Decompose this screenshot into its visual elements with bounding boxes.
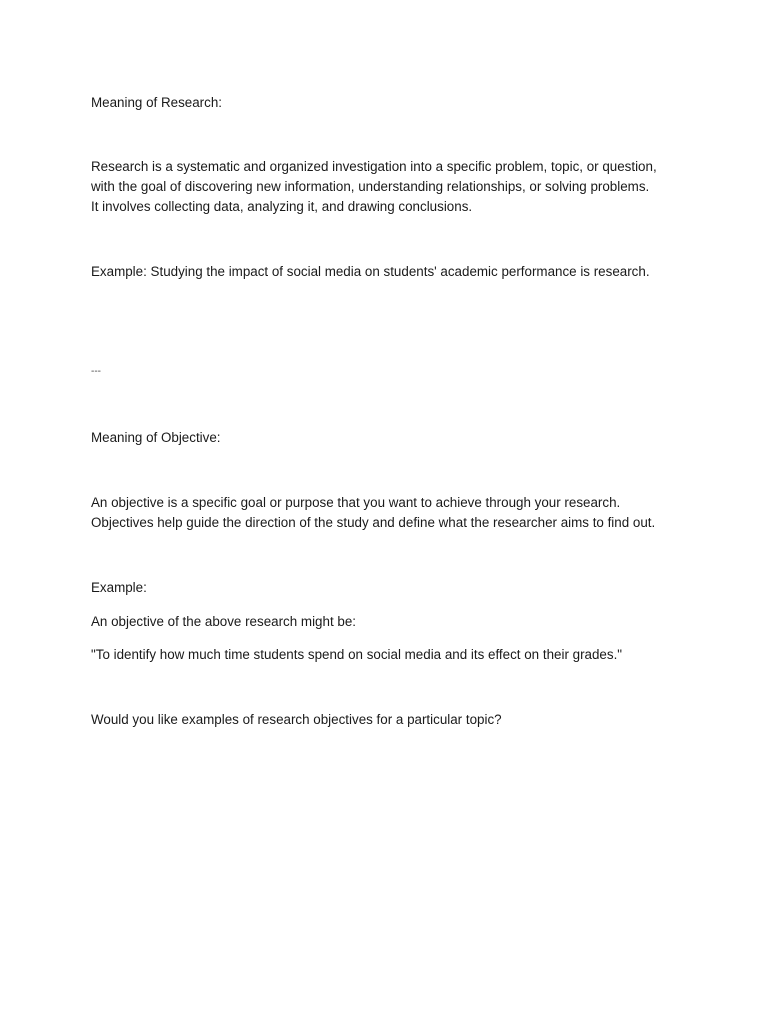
research-definition [91,157,691,217]
section-separator: --- [91,366,101,377]
research-definition-line: It involves collecting data, analyzing it, and drawing conclusions. [91,199,473,214]
objective-heading: Meaning of Objective: [91,430,221,445]
objective-definition [91,493,691,533]
objective-example-intro: An objective of the above research might be: [91,614,356,629]
closing-question: Would you like examples of research objectives for a particular topic? [91,712,502,727]
research-example: Example: Studying the impact of social media on students' academic performance is research. [91,264,650,279]
research-definition-line: with the goal of discovering new information, understanding relationships, or solving problems. [91,179,650,194]
research-heading: Meaning of Research: [91,95,223,110]
objective-definition-line: An objective is a specific goal or purpose that you want to achieve through your research. [91,495,621,510]
objective-example-label: Example: [91,580,147,595]
objective-example-quote: "To identify how much time students spend on social media and its effect on their grades." [91,647,623,662]
objective-definition-line: Objectives help guide the direction of the study and define what the researcher aims to find out. [91,515,656,530]
research-definition-line: Research is a systematic and organized investigation into a specific problem, topic, or question, [91,159,657,174]
